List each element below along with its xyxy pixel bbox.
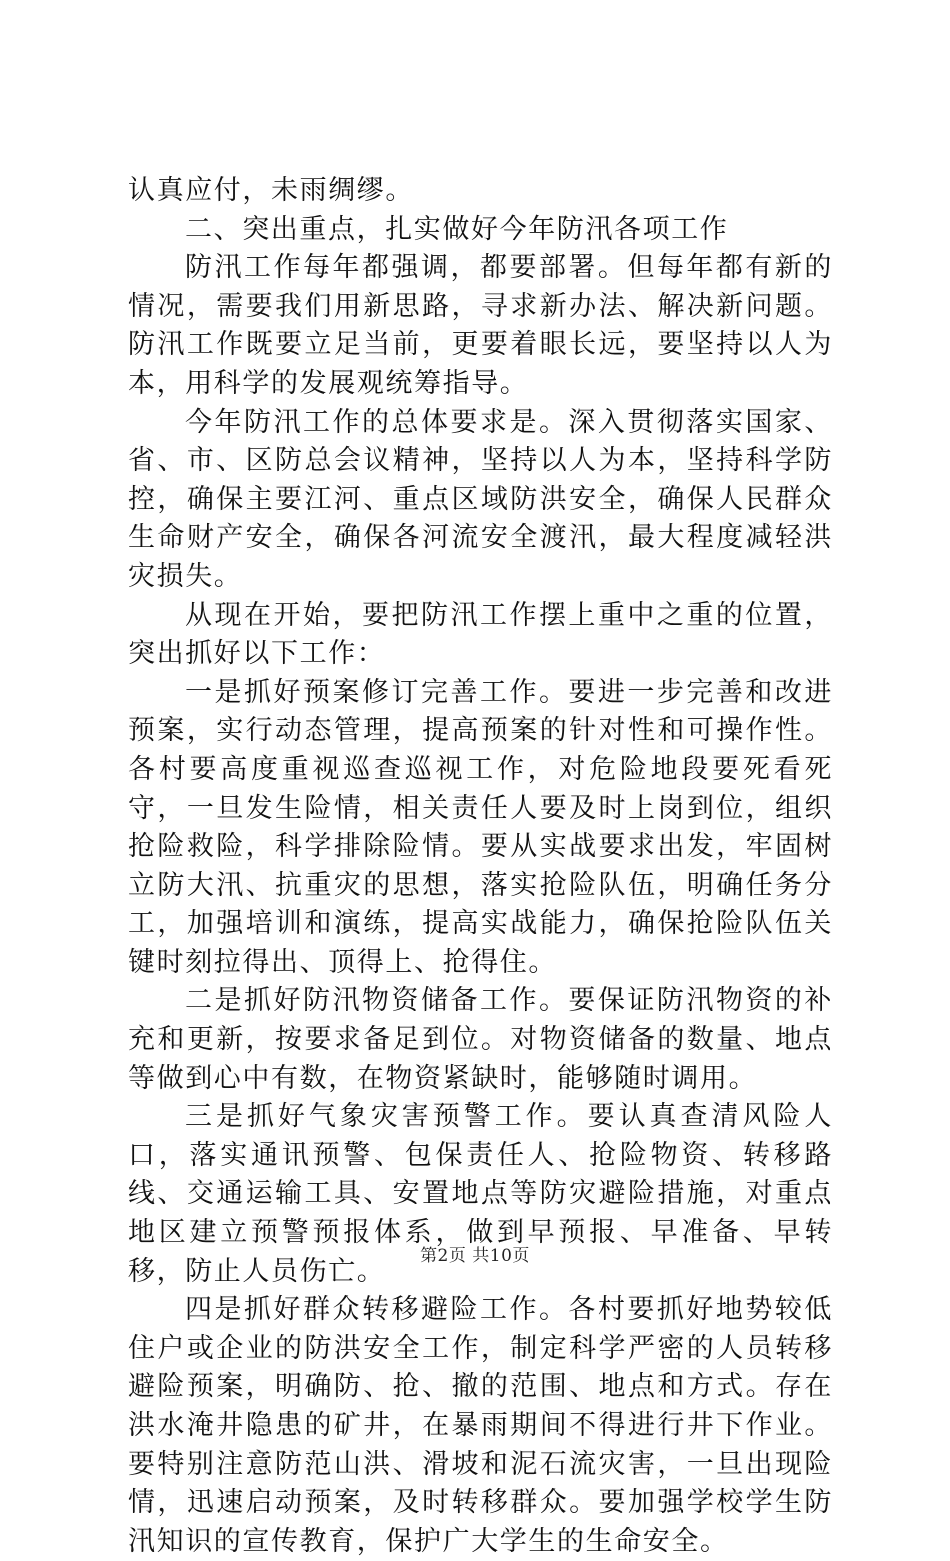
paragraph: 防汛工作每年都强调，都要部署。但每年都有新的情况，需要我们用新思路，寻求新办法、解决新问题。防汛工作既要立足当前，更要着眼长远，要坚持以人为本，用科学的发展观统筹指导。 bbox=[128, 252, 833, 399]
paragraph-continuation: 认真应付，未雨绸缪。 bbox=[128, 175, 414, 206]
page-number-footer: 第2页 共10页 bbox=[420, 1246, 530, 1266]
section-heading: 二、突出重点，扎实做好今年防汛各项工作 bbox=[185, 213, 729, 245]
paragraph: 从现在开始，要把防汛工作摆上重中之重的位置，突出抓好以下工作： bbox=[128, 599, 833, 670]
paragraph: 一是抓好预案修订完善工作。要进一步完善和改进预案，实行动态管理，提高预案的针对性和可操作性。各村要高度重视巡查巡视工作，对危险地段要死看死守，一旦发生险情，相关责任人要及时上岗到位，组织抢险救险，科学排除险情。要从实战要求出发，牢固树立防大汛、抗重灾的思想，落实抢险队伍，明确任务分工，加强培训和演练，提高实战能力，确保抢险队伍关键时刻拉得出、顶得上、抢得住。 bbox=[128, 676, 833, 978]
paragraph: 今年防汛工作的总体要求是。深入贯彻落实国家、省、市、区防总会议精神，坚持以人为本，坚持科学防控，确保主要江河、重点区域防洪安全，确保人民群众生命财产安全，确保各河流安全渡汛，最大程度减轻洪灾损失。 bbox=[128, 406, 833, 592]
paragraph: 二是抓好防汛物资储备工作。要保证防汛物资的补充和更新，按要求备足到位。对物资储备的数量、地点等做到心中有数，在物资紧缺时，能够随时调用。 bbox=[128, 985, 833, 1094]
paragraph: 四是抓好群众转移避险工作。各村要抓好地势较低住户或企业的防洪安全工作，制定科学严密的人员转移避险预案，明确防、抢、撤的范围、地点和方式。存在洪水淹井隐患的矿井，在暴雨期间不得进行井下作业。要特别注意防范山洪、滑坡和泥石流灾害，一旦出现险情，迅速启动预案，及时转移群众。要加强学校学生防汛知识的宣传教育，保护广大学生的生命安全。 bbox=[128, 1294, 833, 1557]
paragraph: 三是抓好气象灾害预警工作。要认真查清风险人口，落实通讯预警、包保责任人、抢险物资、转移路线、交通运输工具、安置地点等防灾避险措施，对重点地区建立预警预报体系，做到早预报、早准备、早转移，防止人员伤亡。 bbox=[128, 1101, 833, 1287]
document-body bbox=[128, 172, 833, 1561]
